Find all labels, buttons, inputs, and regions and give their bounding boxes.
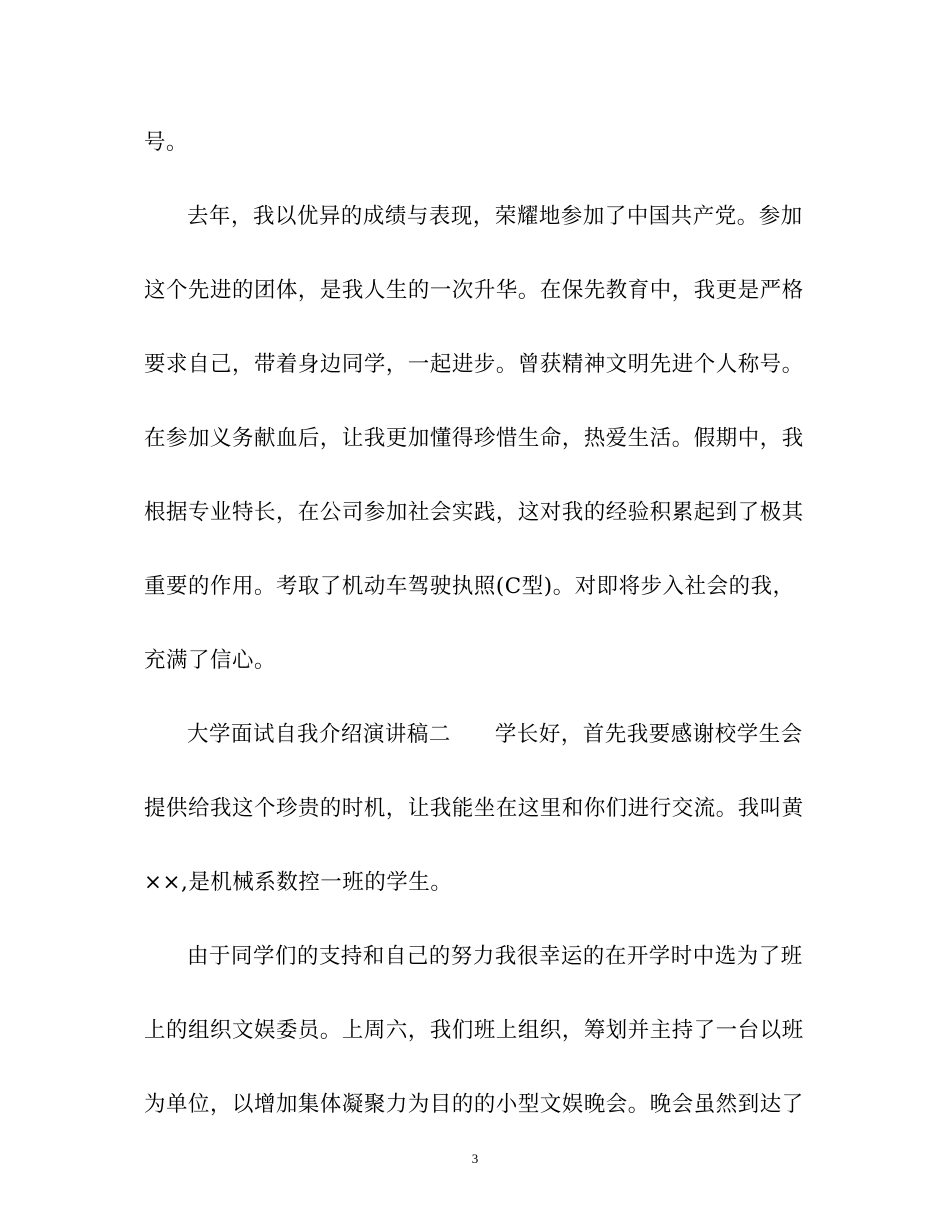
text-line-3: 这个先进的团体，是我人生的一次升华。在保先教育中，我更是严格 xyxy=(144,278,804,303)
text-line-8: 充满了信心。 xyxy=(144,648,276,673)
text-line-5: 在参加义务献血后，让我更加懂得珍惜生命，热爱生活。假期中，我 xyxy=(144,426,804,451)
text-line-7: 重要的作用。考取了机动车驾驶执照(C型)。对即将步入社会的我， xyxy=(144,574,795,599)
text-line-1: 号。 xyxy=(144,130,188,155)
text-line-6: 根据专业特长，在公司参加社会实践，这对我的经验积累起到了极其 xyxy=(144,500,804,525)
text-line-11: ××,是机械系数控一班的学生。 xyxy=(144,870,453,895)
text-line-14: 为单位，以增加集体凝聚力为目的的小型文娱晚会。晚会虽然到达了 xyxy=(144,1092,804,1117)
text-line-10: 提供给我这个珍贵的时机，让我能坐在这里和你们进行交流。我叫黄 xyxy=(144,796,804,821)
text-line-4: 要求自己，带着身边同学，一起进步。曾获精神文明先进个人称号。 xyxy=(144,352,804,377)
body-text xyxy=(144,118,806,1154)
text-line-2: 去年，我以优异的成绩与表现，荣耀地参加了中国共产党。参加 xyxy=(187,204,803,229)
text-line-13: 上的组织文娱委员。上周六，我们班上组织，筹划并主持了一台以班 xyxy=(144,1018,804,1043)
page-number: 3 xyxy=(471,1151,479,1166)
text-line-9: 大学面试自我介绍演讲稿二 学长好，首先我要感谢校学生会 xyxy=(187,722,803,747)
text-line-12: 由于同学们的支持和自己的努力我很幸运的在开学时中选为了班 xyxy=(187,944,803,969)
